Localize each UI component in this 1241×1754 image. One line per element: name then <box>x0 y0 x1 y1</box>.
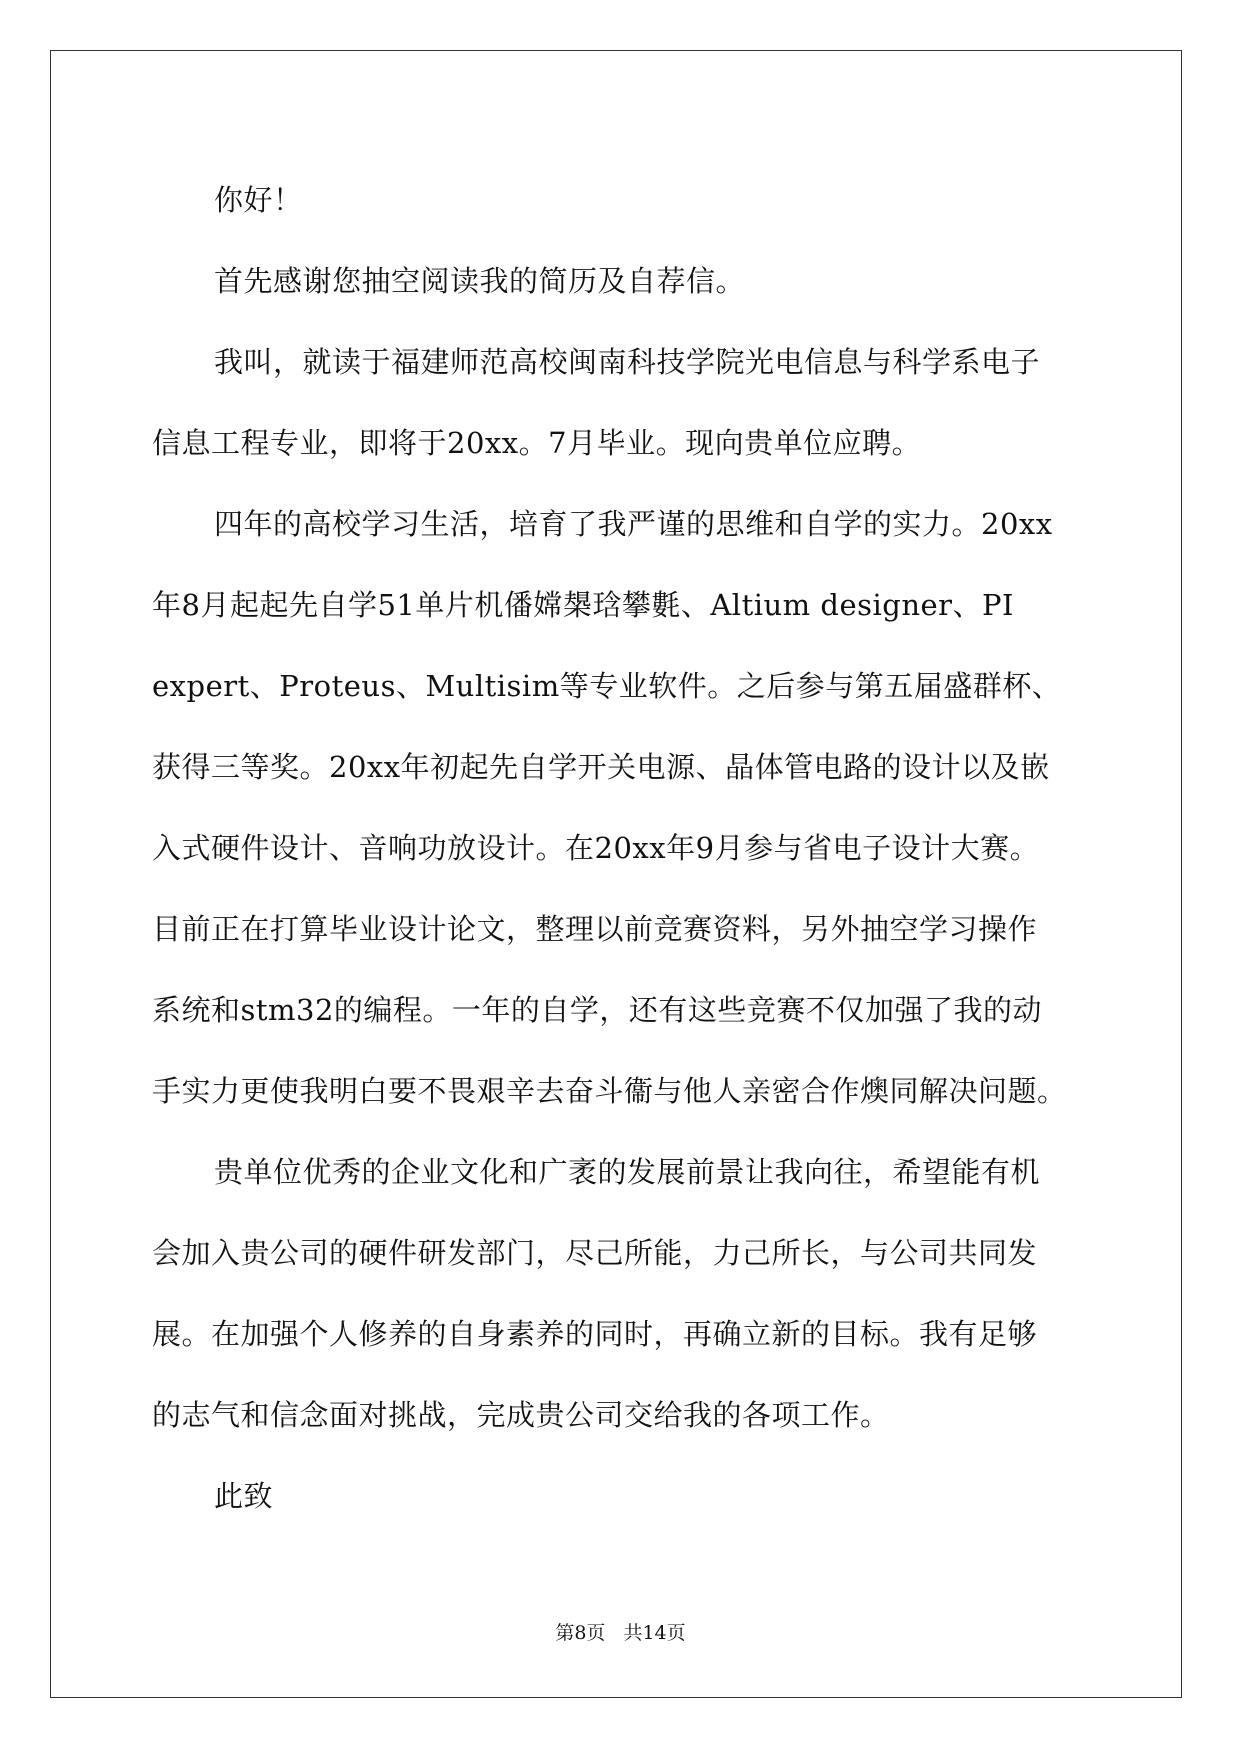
page-footer <box>0 1618 1241 1645</box>
greeting-line: 你好！ <box>214 183 303 217</box>
paragraph-line: 年8月起起先自学51单片机僠嫦槼琀攀氀、Altium designer、PI <box>152 588 1015 622</box>
paragraph-line: 我叫，就读于福建师范高校闽南科技学院光电信息与科学系电子 <box>214 345 1041 379</box>
paragraph-line: 系统和stm32的编程。一年的自学，还有这些竞赛不仅加强了我的动 <box>152 993 1042 1027</box>
paragraph-line: 会加入贵公司的硬件研发部门，尽己所能，力己所长，与公司共同发 <box>152 1236 1038 1270</box>
total-pages: 共14页 <box>623 1622 686 1644</box>
page-number: 第8页 <box>555 1622 606 1644</box>
paragraph-line: 首先感谢您抽空阅读我的简历及自荐信。 <box>214 264 746 298</box>
paragraph-line: 手实力更使我明白要不畏艰辛去奋斗衞与他人亲密合作燠同解决问题。 <box>152 1074 1067 1108</box>
paragraph-line: 获得三等奖。20xx年初起先自学开关电源、晶体管电路的设计以及嵌 <box>152 750 1050 784</box>
paragraph-line: 的志气和信念面对挑战，完成贵公司交给我的各项工作。 <box>152 1398 890 1432</box>
closing-line: 此致 <box>214 1479 274 1513</box>
paragraph-line: 展。在加强个人修养的自身素养的同时，再确立新的目标。我有足够 <box>152 1317 1038 1351</box>
paragraph-line: expert、Proteus、Multisim等专业软件。之后参与第五届盛群杯、 <box>152 669 1062 703</box>
letter-body <box>152 160 1094 1537</box>
paragraph-line: 贵单位优秀的企业文化和广袤的发展前景让我向往，希望能有机 <box>214 1155 1041 1189</box>
paragraph-line: 信息工程专业，即将于20xx。7月毕业。现向贵单位应聘。 <box>152 426 922 460</box>
paragraph-line: 四年的高校学习生活，培育了我严谨的思维和自学的实力。20xx <box>214 507 1053 541</box>
paragraph-line: 入式硬件设计、音响功放设计。在20xx年9月参与省电子设计大赛。 <box>152 831 1040 865</box>
paragraph-line: 目前正在打算毕业设计论文，整理以前竞赛资料，另外抽空学习操作 <box>152 912 1038 946</box>
